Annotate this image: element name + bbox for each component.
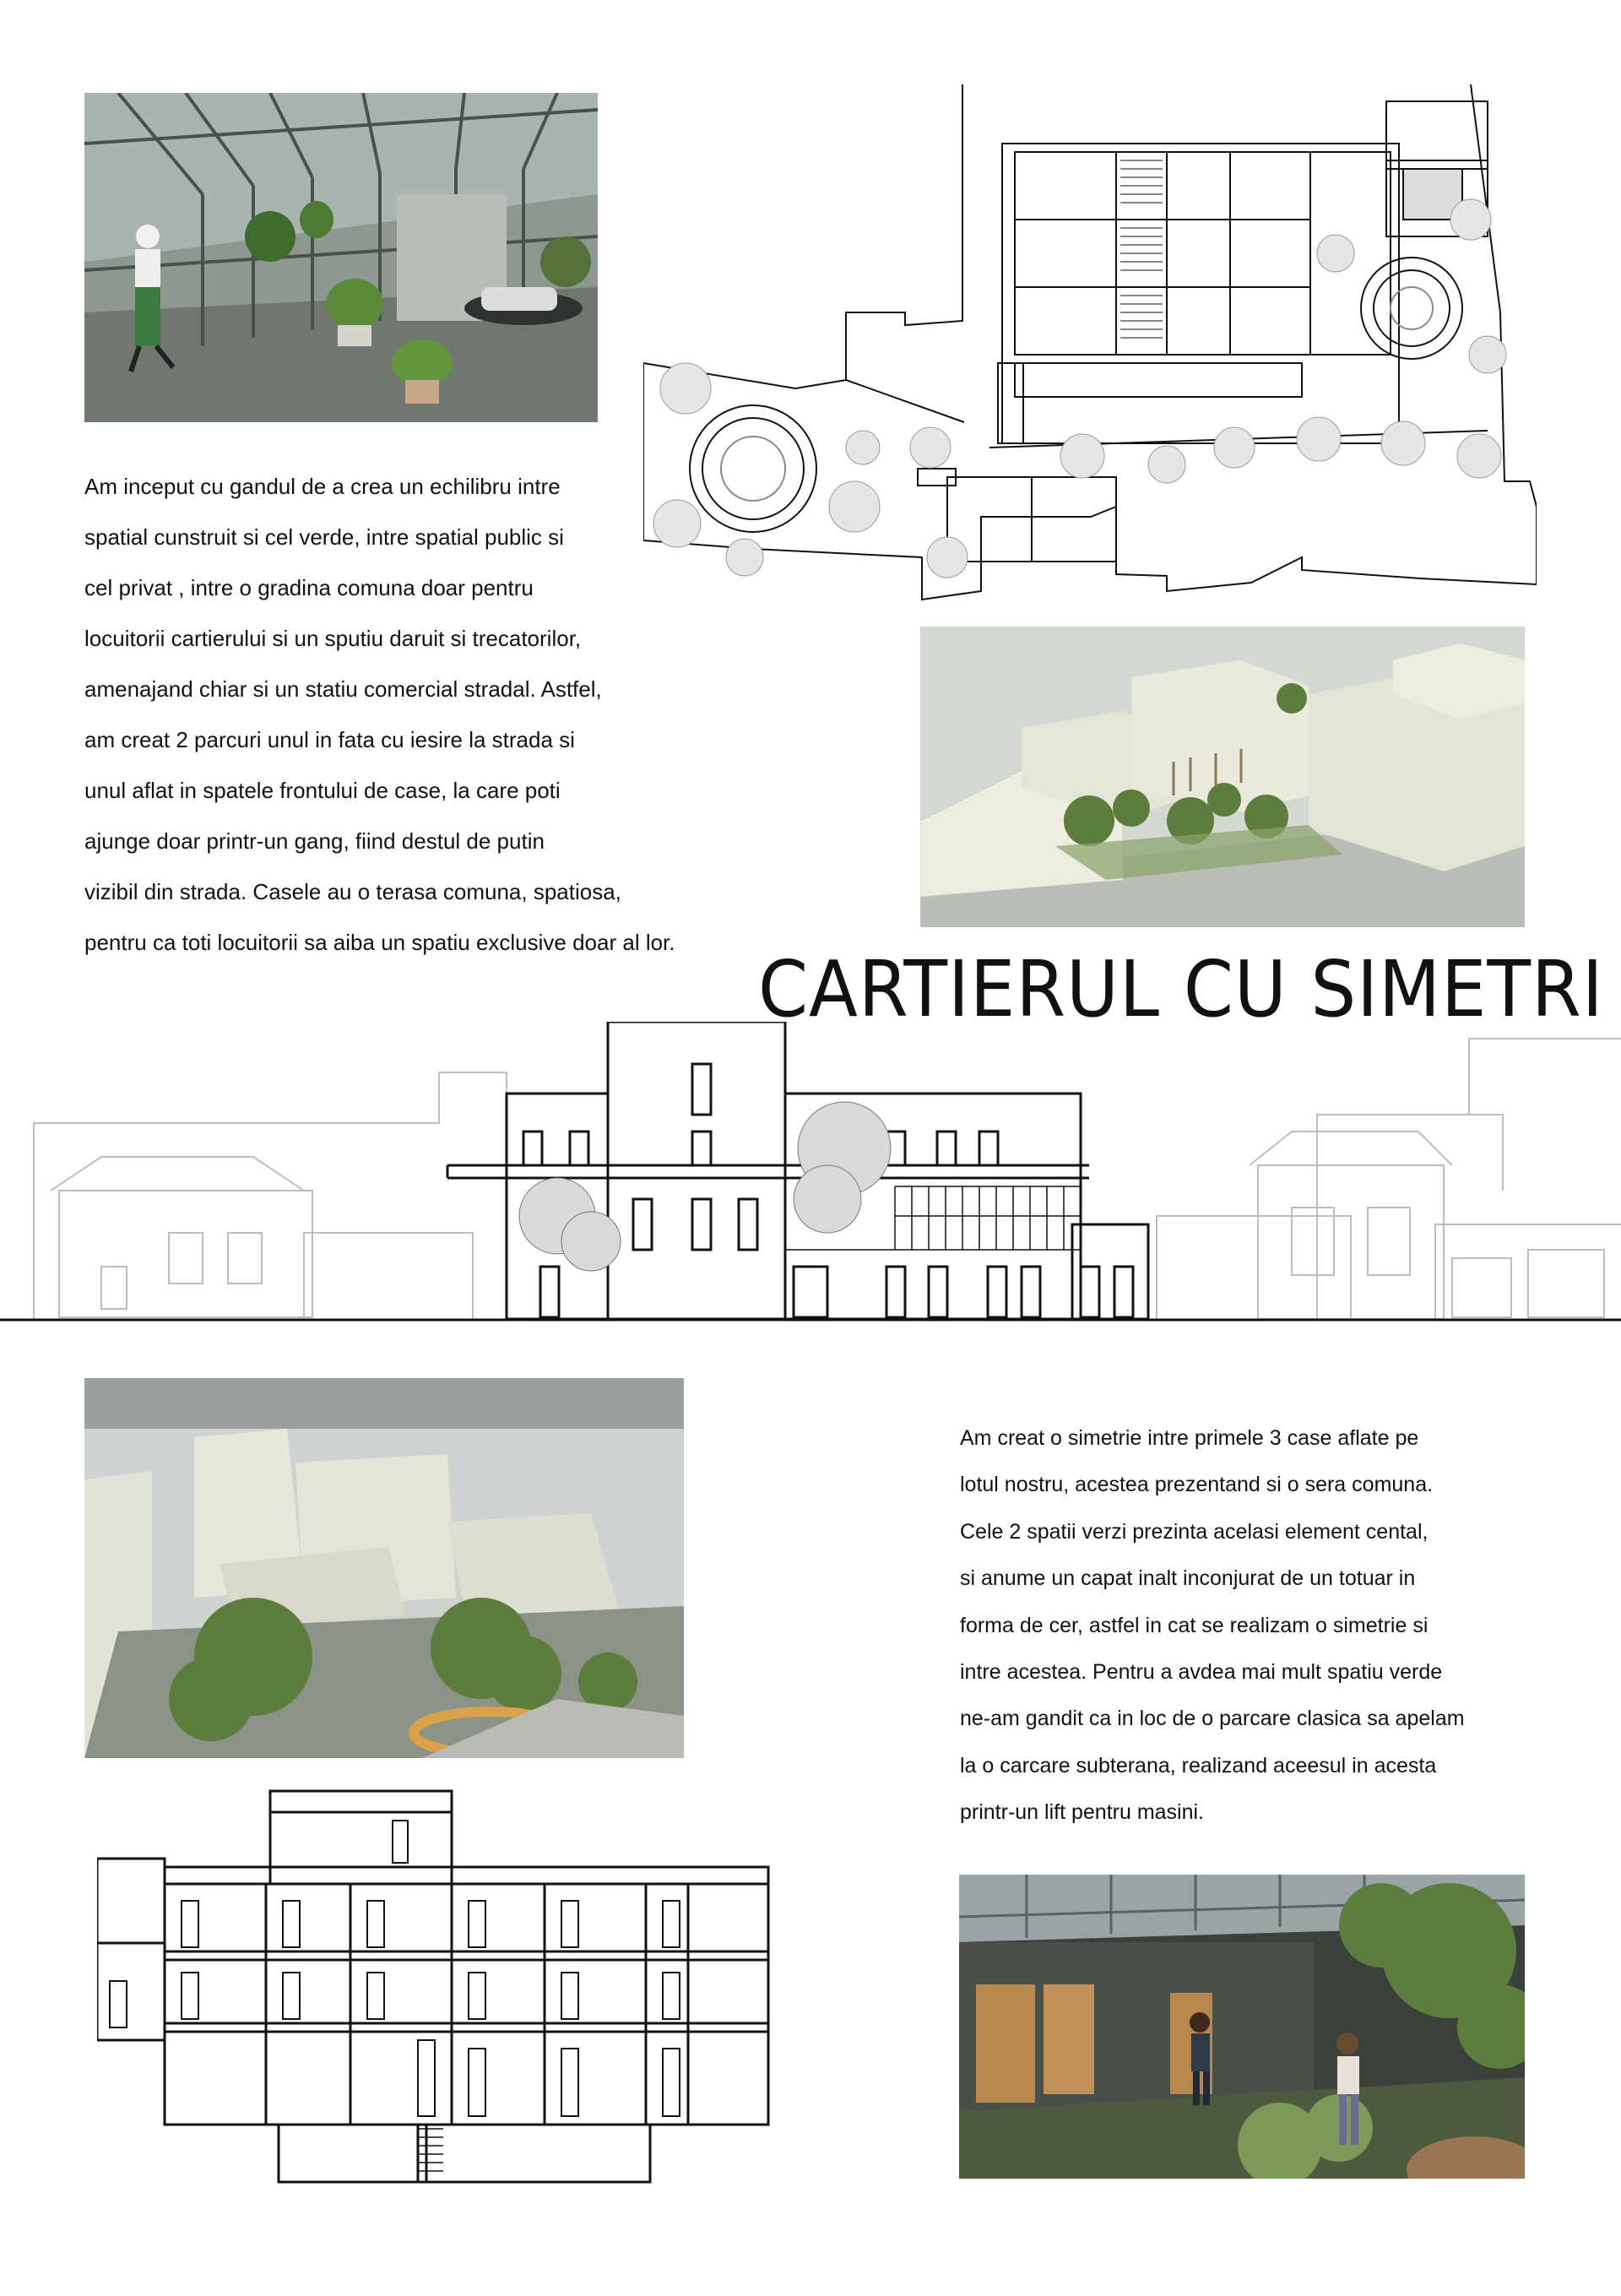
symmetry-line: lotul nostru, acestea prezentand si o sera comuna. <box>960 1473 1434 1497</box>
intro-line: amenajand chiar si un statiu comercial stradal. Astfel, <box>84 676 602 702</box>
symmetry-line: Cele 2 spatii verzi prezinta acelasi element cental, <box>960 1519 1429 1544</box>
intro-paragraph <box>84 461 675 968</box>
greenhouse-render <box>84 93 598 422</box>
intro-line: am creat 2 parcuri unul in fata cu iesire la strada si <box>84 727 575 752</box>
intro-line: cel privat , intre o gradina comuna doar pentru <box>84 575 534 600</box>
intro-line: pentru ca toti locuitorii sa aiba un spatiu exclusive doar al lor. <box>84 930 675 955</box>
symmetry-line: si anume un capat inalt inconjurat de un totuar in <box>960 1566 1416 1591</box>
intro-line: spatial cunstruit si cel verde, intre spatial public si <box>84 524 564 550</box>
symmetry-line: la o carcare subterana, realizand aceesul in acesta <box>960 1753 1437 1778</box>
building-section-drawing <box>97 1787 773 2184</box>
symmetry-paragraph <box>960 1415 1465 1837</box>
intro-line: locuitorii cartierului si un sputiu daruit si trecatorilor, <box>84 626 582 651</box>
intro-line: unul aflat in spatele frontului de case, la care poti <box>84 778 561 803</box>
symmetry-line: ne-am gandit ca in loc de o parcare clasica sa apelam <box>960 1707 1465 1731</box>
symmetry-line: intre acestea. Pentru a avdea mai mult spatiu verde <box>960 1660 1443 1685</box>
symmetry-line: forma de cer, astfel in cat se realizam o simetrie si <box>960 1613 1429 1637</box>
intro-line: Am inceput cu gandul de a crea un echilibru intre <box>84 474 561 499</box>
site-plan-drawing <box>643 84 1537 616</box>
intro-line: vizibil din strada. Casele au o terasa comuna, spatiosa, <box>84 879 621 904</box>
intro-line: ajunge doar printr-un gang, fiind destul de putin <box>84 828 545 854</box>
symmetry-line: Am creat o simetrie intre primele 3 case aflate pe <box>960 1426 1419 1450</box>
aerial-render-top <box>920 627 1525 927</box>
courtyard-aerial-render <box>84 1378 684 1758</box>
street-elevation <box>0 1022 1621 1326</box>
page-title: CARTIERUL CU SIMETRI <box>758 944 1604 1034</box>
courtyard-street-render <box>959 1875 1525 2179</box>
symmetry-line: printr-un lift pentru masini. <box>960 1800 1205 1825</box>
